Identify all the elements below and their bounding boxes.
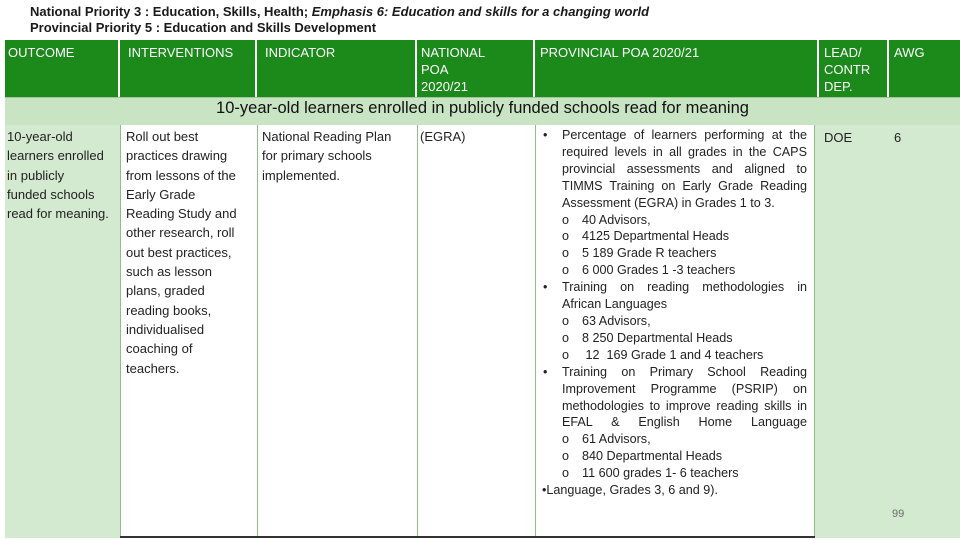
poa-sub-item (542, 448, 807, 465)
interventions-cell: Roll out best practices drawing from lessons of the Early Grade Reading Study and other research, roll out best practices, such as lesson plans, graded reading books, individualised coaching of teachers. (126, 129, 237, 376)
poa-closing-text: •Language, Grades 3, 6 and 9). (542, 483, 718, 498)
divider-indicator (257, 125, 258, 538)
poa-sub-text: 6 000 Grades 1 -3 teachers (582, 263, 736, 278)
col-header-lead (819, 40, 889, 97)
bullet-marker: • (543, 280, 548, 295)
outcome-cell: 10-year-old learners enrolled in publicly funded schools read for meaning. (7, 129, 109, 222)
poa-sub-item (542, 245, 807, 262)
table-bottom-border (120, 536, 815, 538)
national-poa-line-3: 2020/21 (421, 79, 468, 94)
poa-sub-text: 63 Advisors, (582, 313, 651, 328)
divider-provincial (535, 125, 536, 538)
awg-cell: 6 (894, 130, 902, 145)
poa-sub-item (542, 330, 807, 347)
national-poa-line-2: POA (421, 62, 449, 77)
national-priority-heading (30, 4, 649, 19)
col-header-interventions: INTERVENTIONS (120, 40, 257, 97)
priority-table (5, 40, 960, 538)
table-header-row (5, 40, 960, 97)
lead-cell: DOE (824, 130, 853, 145)
poa-sub-item (542, 347, 807, 364)
poa-bullet-text: Percentage of learners performing at the required levels in all grades in the CAPS provincial assessments and aligned to TIMMS Training on Early Grade Reading Assessment (EGRA) in Grades 1 to 3. (562, 128, 807, 210)
sub-marker: o (562, 263, 570, 278)
col-header-awg: AWG (894, 45, 925, 60)
provincial-priority-heading: Provincial Priority 5 : Education and Skills Development (30, 20, 377, 35)
sub-marker: o (562, 449, 570, 464)
lead-line-3: DEP. (824, 79, 853, 94)
sub-marker: o (562, 347, 570, 362)
col-header-provincial-poa: PROVINCIAL POA 2020/21 (535, 40, 819, 97)
sub-marker: o (562, 229, 570, 244)
poa-sub-text: 40 Advisors, (582, 212, 651, 227)
lead-line-1: LEAD/ (824, 45, 862, 60)
emphasis-text: Emphasis 6: Education and skills for a changing world (311, 4, 650, 19)
sub-marker: o (562, 246, 570, 261)
poa-sub-text: 11 600 grades 1- 6 teachers (582, 466, 739, 481)
sub-marker: o (562, 466, 570, 481)
national-priority-text: National Priority 3 : Education, Skills, Health; (30, 4, 312, 19)
col-header-national-poa (417, 40, 535, 97)
poa-sub-text: 12 169 Grade 1 and 4 teachers (582, 347, 764, 362)
poa-sub-item (542, 431, 807, 448)
national-poa-line-1: NATIONAL (421, 45, 486, 60)
poa-bullet-text: Training on Primary School Reading Improvement Programme (PSRIP) on methodologies to improve reading skills in EFAL & English Home Language (562, 364, 807, 430)
bullet-marker: • (543, 128, 548, 142)
poa-sub-item (542, 465, 807, 482)
theme-row-text: 10-year-old learners enrolled in publicly funded schools read for meaning (216, 99, 749, 117)
poa-sub-text: 4125 Departmental Heads (582, 229, 730, 244)
poa-bullet-item (542, 279, 807, 313)
sub-marker: o (562, 212, 570, 227)
col-header-outcome: OUTCOME (5, 40, 120, 97)
poa-sub-item (542, 313, 807, 330)
poa-sub-item (542, 262, 807, 279)
poa-bullet-text: Training on reading methodologies in African Languages (562, 280, 807, 312)
sub-marker: o (562, 313, 570, 328)
poa-bullet-item (542, 364, 807, 432)
sub-marker: o (562, 330, 570, 345)
poa-sub-text: 8 250 Departmental Heads (582, 330, 733, 345)
national-poa-cell: (EGRA) (420, 129, 466, 144)
provincial-poa-cell (542, 127, 807, 499)
bullet-marker: • (543, 364, 548, 379)
sub-marker: o (562, 432, 570, 447)
lead-line-2: CONTR (824, 62, 871, 77)
poa-sub-text: 5 189 Grade R teachers (582, 246, 717, 261)
poa-sub-item (542, 212, 807, 229)
poa-sub-text: 61 Advisors, (582, 432, 651, 447)
page-number: 99 (892, 508, 905, 520)
indicator-cell: National Reading Plan for primary schools implemented. (262, 129, 392, 183)
poa-bullet-item (542, 127, 807, 212)
poa-sub-item (542, 228, 807, 245)
col-header-indicator: INDICATOR (257, 40, 417, 97)
divider-national (417, 125, 418, 538)
poa-sub-text: 840 Departmental Heads (582, 449, 723, 464)
